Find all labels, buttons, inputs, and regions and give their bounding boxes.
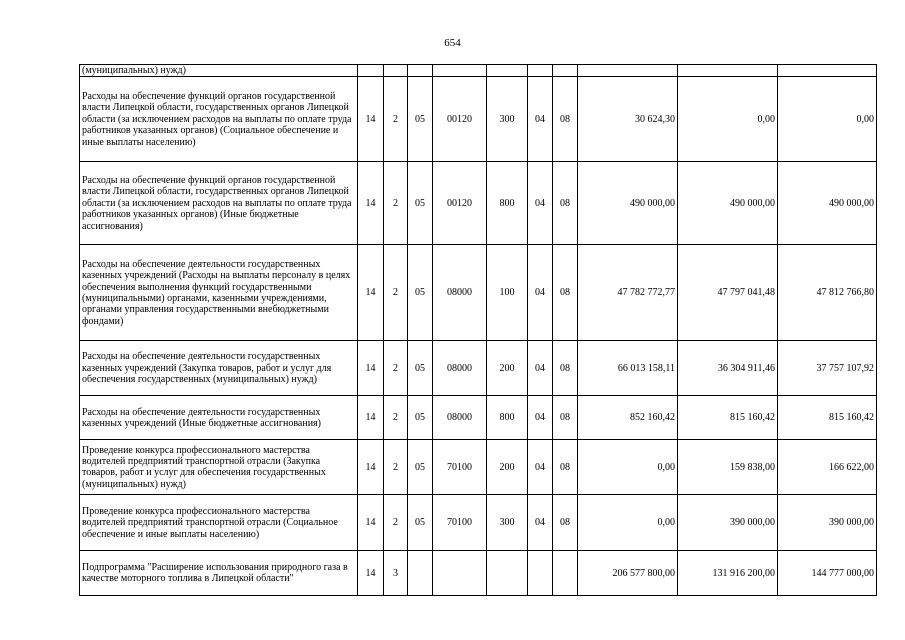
item-code-cell: 00120 <box>433 77 487 162</box>
row-name-cell: Расходы на обеспечение деятельности государственных казенных учреждений (Расходы на выплаты персоналу в целях обеспечения выполнения функций государственными (муниципальными) органами, казенными учреждениями, органами управления государственными внебюджетными фондами) <box>80 245 358 341</box>
expense-type-cell: 200 <box>487 440 528 495</box>
item-code-cell: 70100 <box>433 440 487 495</box>
admin-code-cell: 14 <box>358 551 384 596</box>
table-row <box>80 245 877 341</box>
section-code-cell: 04 <box>528 341 553 396</box>
subsection-code-cell: 08 <box>553 396 578 440</box>
amount-year1-cell: 47 782 772,77 <box>578 245 678 341</box>
amount-year1-cell: 66 013 158,11 <box>578 341 678 396</box>
expense-type-cell <box>487 551 528 596</box>
amount-year1-cell: 0,00 <box>578 440 678 495</box>
program-code-cell: 2 <box>384 77 408 162</box>
amount-year1-cell: 852 160,42 <box>578 396 678 440</box>
amount-year3-cell: 37 757 107,92 <box>778 341 877 396</box>
section-code-cell: 04 <box>528 440 553 495</box>
expense-type-cell: 100 <box>487 245 528 341</box>
subsection-code-cell: 08 <box>553 245 578 341</box>
subprogram-code-cell: 05 <box>408 495 433 551</box>
amount-year1-cell: 206 577 800,00 <box>578 551 678 596</box>
admin-code-cell: 14 <box>358 396 384 440</box>
section-code-cell: 04 <box>528 77 553 162</box>
row-name-cell: Проведение конкурса профессионального мастерства водителей предприятий транспортной отрасли (Социальное обеспечение и иные выплаты населению) <box>80 495 358 551</box>
amount-year2-cell: 490 000,00 <box>678 162 778 245</box>
section-code-cell: 04 <box>528 245 553 341</box>
item-code-cell <box>433 65 487 77</box>
item-code-cell: 00120 <box>433 162 487 245</box>
admin-code-cell: 14 <box>358 77 384 162</box>
program-code-cell <box>384 65 408 77</box>
subprogram-code-cell: 05 <box>408 341 433 396</box>
row-name-cell: (муниципальных) нужд) <box>80 65 358 77</box>
table-row <box>80 65 877 77</box>
amount-year3-cell: 166 622,00 <box>778 440 877 495</box>
row-name-cell: Расходы на обеспечение функций органов государственной власти Липецкой области, государственных органов Липецкой области (за исключением расходов на выплаты по оплате труда работников указанных органов) (Социальное обеспечение и иные выплаты населению) <box>80 77 358 162</box>
subsection-code-cell: 08 <box>553 440 578 495</box>
amount-year3-cell <box>778 65 877 77</box>
expense-type-cell <box>487 65 528 77</box>
row-name-cell: Подпрограмма "Расширение использования природного газа в качестве моторного топлива в Липецкой области" <box>80 551 358 596</box>
item-code-cell: 08000 <box>433 396 487 440</box>
program-code-cell: 2 <box>384 162 408 245</box>
subprogram-code-cell: 05 <box>408 440 433 495</box>
amount-year3-cell: 47 812 766,80 <box>778 245 877 341</box>
program-code-cell: 2 <box>384 495 408 551</box>
item-code-cell: 08000 <box>433 341 487 396</box>
subprogram-code-cell: 05 <box>408 245 433 341</box>
admin-code-cell: 14 <box>358 440 384 495</box>
subprogram-code-cell: 05 <box>408 162 433 245</box>
amount-year3-cell: 390 000,00 <box>778 495 877 551</box>
amount-year1-cell: 490 000,00 <box>578 162 678 245</box>
amount-year3-cell: 815 160,42 <box>778 396 877 440</box>
amount-year1-cell: 30 624,30 <box>578 77 678 162</box>
amount-year2-cell: 36 304 911,46 <box>678 341 778 396</box>
row-name-cell: Проведение конкурса профессионального мастерства водителей предприятий транспортной отрасли (Закупка товаров, работ и услуг для обеспечения государственных (муниципальных) нужд) <box>80 440 358 495</box>
amount-year2-cell <box>678 65 778 77</box>
program-code-cell: 2 <box>384 440 408 495</box>
subsection-code-cell: 08 <box>553 341 578 396</box>
section-code-cell: 04 <box>528 495 553 551</box>
program-code-cell: 3 <box>384 551 408 596</box>
row-name-cell: Расходы на обеспечение деятельности государственных казенных учреждений (Иные бюджетные ассигнования) <box>80 396 358 440</box>
subsection-code-cell: 08 <box>553 77 578 162</box>
amount-year2-cell: 47 797 041,48 <box>678 245 778 341</box>
expense-type-cell: 800 <box>487 162 528 245</box>
subsection-code-cell: 08 <box>553 495 578 551</box>
subsection-code-cell: 08 <box>553 162 578 245</box>
program-code-cell: 2 <box>384 245 408 341</box>
subprogram-code-cell <box>408 551 433 596</box>
amount-year2-cell: 131 916 200,00 <box>678 551 778 596</box>
item-code-cell: 70100 <box>433 495 487 551</box>
amount-year3-cell: 490 000,00 <box>778 162 877 245</box>
admin-code-cell <box>358 65 384 77</box>
row-name-cell: Расходы на обеспечение функций органов государственной власти Липецкой области, государственных органов Липецкой области (за исключением расходов на выплаты по оплате труда работников указанных органов) (Иные бюджетные ассигнования) <box>80 162 358 245</box>
page-number: 654 <box>444 37 461 49</box>
expense-type-cell: 300 <box>487 77 528 162</box>
table-row <box>80 551 877 596</box>
expense-type-cell: 800 <box>487 396 528 440</box>
subprogram-code-cell: 05 <box>408 396 433 440</box>
amount-year3-cell: 144 777 000,00 <box>778 551 877 596</box>
amount-year2-cell: 0,00 <box>678 77 778 162</box>
admin-code-cell: 14 <box>358 495 384 551</box>
amount-year3-cell: 0,00 <box>778 77 877 162</box>
table-row <box>80 162 877 245</box>
amount-year1-cell <box>578 65 678 77</box>
section-code-cell: 04 <box>528 396 553 440</box>
admin-code-cell: 14 <box>358 162 384 245</box>
table-row <box>80 440 877 495</box>
table-row <box>80 341 877 396</box>
section-code-cell <box>528 65 553 77</box>
expense-type-cell: 300 <box>487 495 528 551</box>
amount-year2-cell: 815 160,42 <box>678 396 778 440</box>
subsection-code-cell <box>553 551 578 596</box>
table-row <box>80 77 877 162</box>
amount-year2-cell: 159 838,00 <box>678 440 778 495</box>
item-code-cell <box>433 551 487 596</box>
budget-table <box>79 64 877 596</box>
section-code-cell <box>528 551 553 596</box>
expense-type-cell: 200 <box>487 341 528 396</box>
admin-code-cell: 14 <box>358 341 384 396</box>
program-code-cell: 2 <box>384 396 408 440</box>
section-code-cell: 04 <box>528 162 553 245</box>
table-row <box>80 495 877 551</box>
admin-code-cell: 14 <box>358 245 384 341</box>
subprogram-code-cell: 05 <box>408 77 433 162</box>
row-name-cell: Расходы на обеспечение деятельности государственных казенных учреждений (Закупка товаров, работ и услуг для обеспечения государственных (муниципальных) нужд) <box>80 341 358 396</box>
amount-year2-cell: 390 000,00 <box>678 495 778 551</box>
item-code-cell: 08000 <box>433 245 487 341</box>
table-row <box>80 396 877 440</box>
amount-year1-cell: 0,00 <box>578 495 678 551</box>
subprogram-code-cell <box>408 65 433 77</box>
program-code-cell: 2 <box>384 341 408 396</box>
subsection-code-cell <box>553 65 578 77</box>
